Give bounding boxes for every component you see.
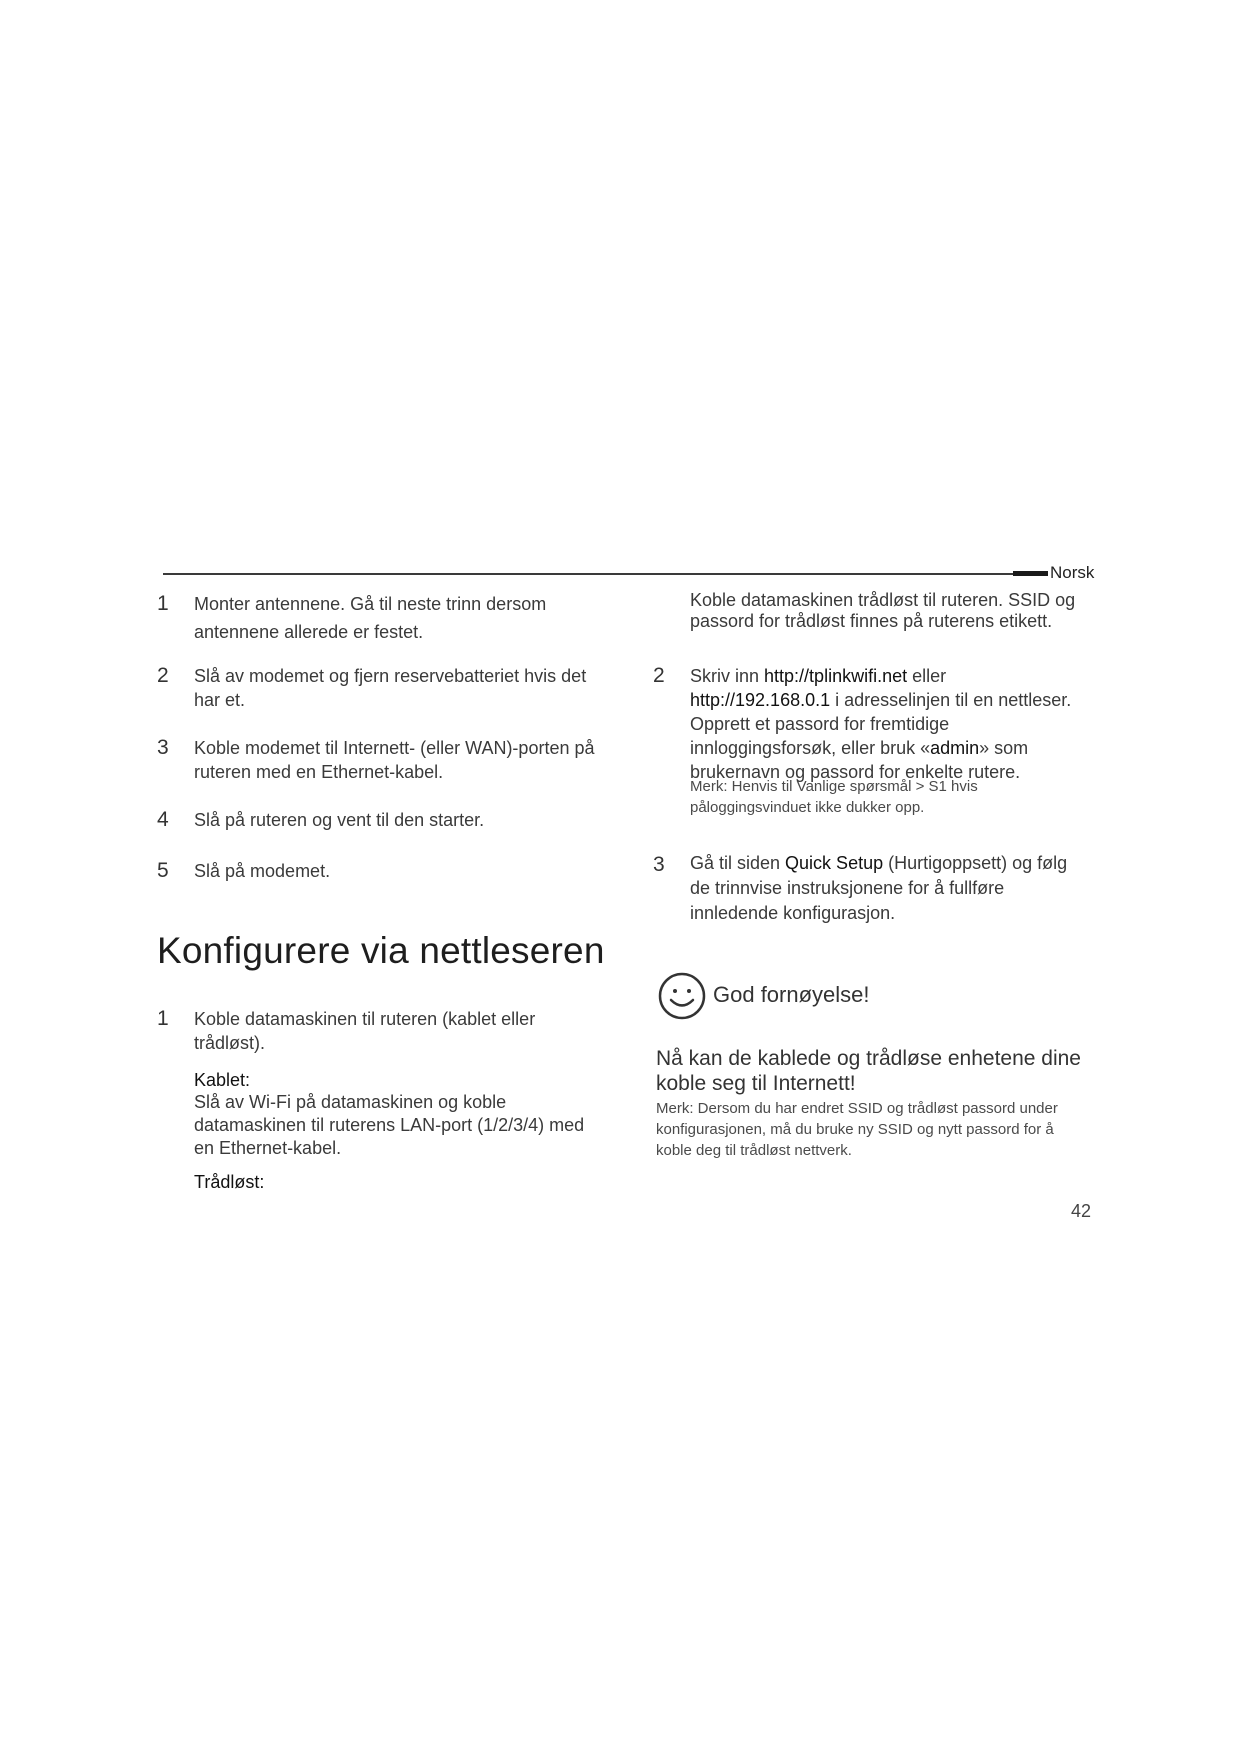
note-login: Merk: Henvis til Vanlige spørsmål > S1 hvis påloggingsvinduet ikke dukker opp. bbox=[690, 778, 978, 816]
text-fragment: Gå til siden bbox=[690, 853, 786, 873]
config-step-number: 2 bbox=[653, 664, 665, 687]
section-title: Konfigurere via nettleseren bbox=[157, 930, 605, 971]
quick-setup-label: Quick Setup bbox=[785, 853, 884, 873]
step-text: Monter antennene. Gå til neste trinn dersom antennene allerede er festet. bbox=[194, 594, 547, 642]
text-fragment: (Hurtigoppsett) og følg de trinnvise instruksjonene for å fullføre innledende konfigurasjon. bbox=[690, 853, 1068, 923]
step-number: 1 bbox=[157, 592, 169, 615]
step-number: 5 bbox=[157, 859, 169, 882]
config-step-text bbox=[690, 851, 1080, 926]
text-fragment: Skriv inn bbox=[690, 666, 765, 686]
page-number: 42 bbox=[1071, 1201, 1092, 1221]
text-fragment: eller bbox=[907, 666, 947, 686]
config-step-number: 3 bbox=[653, 853, 665, 876]
closing-heading: Nå kan de kablede og trådløse enhetene dine koble seg til Internett! bbox=[656, 1047, 1081, 1095]
smiley-icon bbox=[656, 970, 708, 1022]
header-rule bbox=[163, 573, 1013, 575]
step-text: Slå av modemet og fjern reservebatteriet hvis det har et. bbox=[194, 666, 587, 710]
header-rule-accent bbox=[1013, 571, 1048, 576]
step-number: 4 bbox=[157, 808, 169, 831]
step-text: Koble modemet til Internett- (eller WAN)-porten på ruteren med en Ethernet-kabel. bbox=[194, 738, 595, 782]
enjoy-text: God fornøyelse! bbox=[713, 982, 870, 1007]
config-step-number: 1 bbox=[157, 1007, 169, 1030]
config-step-text: Koble datamaskinen til ruteren (kablet eller trådløst). bbox=[194, 1009, 536, 1053]
wireless-text: Koble datamaskinen trådløst til ruteren. SSID og passord for trådløst finnes på ruterens etikett. bbox=[690, 590, 1076, 631]
step-text: Slå på ruteren og vent til den starter. bbox=[194, 810, 485, 830]
step-number: 3 bbox=[157, 736, 169, 759]
closing-note: Merk: Dersom du har endret SSID og trådløst passord under konfigurasjonen, må du bruke ny SSID og nytt passord for å koble deg til trådløst nettverk. bbox=[656, 1100, 1058, 1159]
step-text: Slå på modemet. bbox=[194, 861, 331, 881]
url-tplinkwifi: http://tplinkwifi.net bbox=[764, 666, 908, 686]
wired-text: Slå av Wi-Fi på datamaskinen og koble datamaskinen til ruterens LAN-port (1/2/3/4) med en Ethernet-kabel. bbox=[194, 1092, 585, 1158]
admin-keyword: admin bbox=[930, 738, 980, 758]
text-fragment: i adresselinjen til en nettleser. Opprett et passord for fremtidige innloggingsforsøk, eller bruk « bbox=[690, 690, 1072, 758]
step-number: 2 bbox=[157, 664, 169, 687]
wireless-label: Trådløst: bbox=[194, 1172, 265, 1192]
wired-label: Kablet: bbox=[194, 1070, 251, 1090]
language-label: Norsk bbox=[1050, 563, 1095, 582]
url-ip: http://192.168.0.1 bbox=[690, 690, 831, 710]
config-step-text bbox=[690, 664, 1080, 784]
text-fragment: » som brukernavn og passord for enkelte rutere. bbox=[690, 738, 1029, 782]
